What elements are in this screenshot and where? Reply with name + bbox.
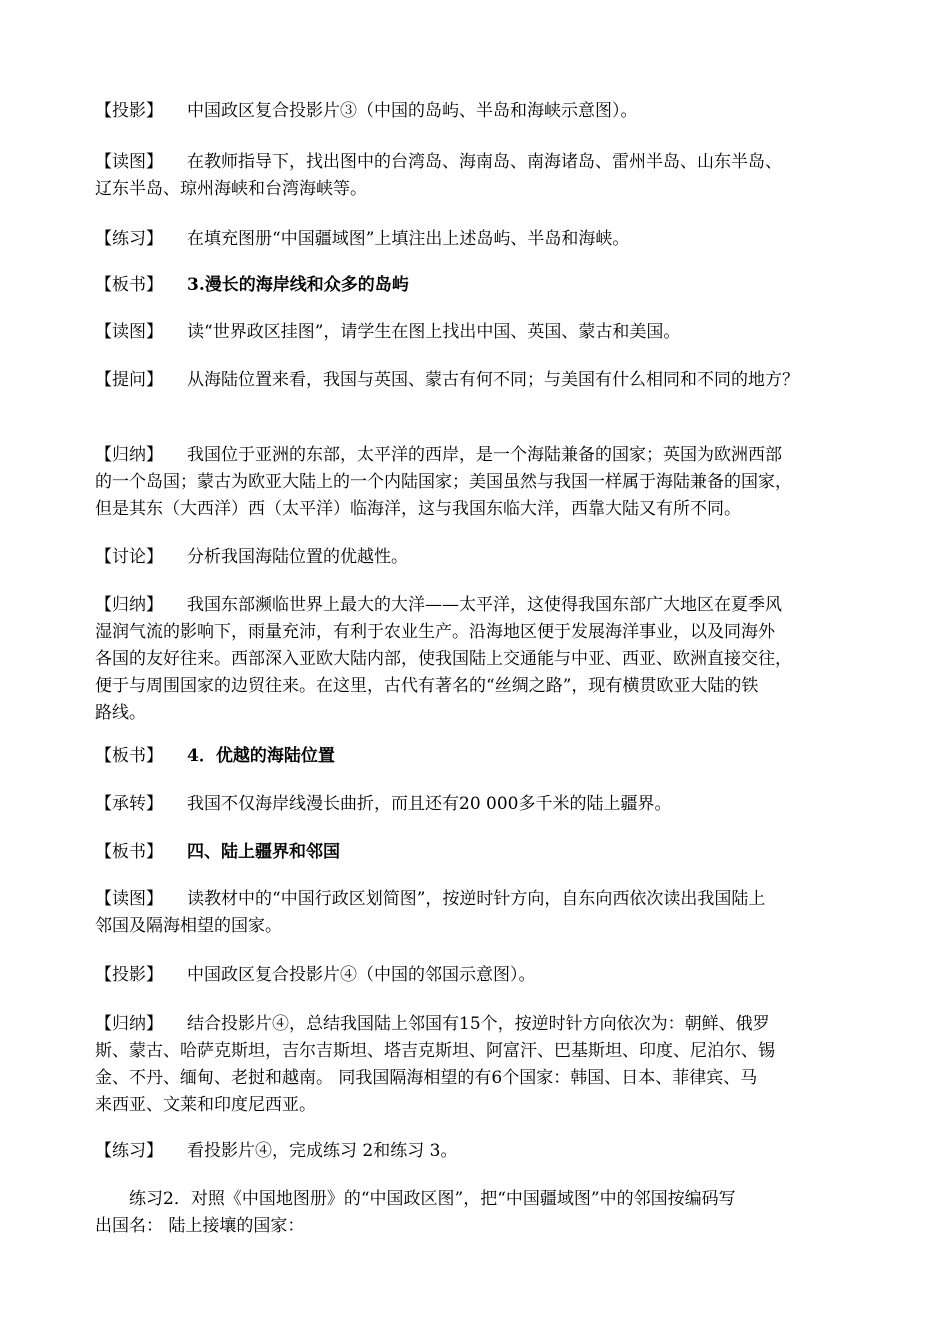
paragraph-text: 斯、蒙古、哈萨克斯坦，吉尔吉斯坦、塔吉克斯坦、阿富汗、巴基斯坦、印度、尼泊尔、锡: [95, 1041, 775, 1061]
board-heading: 3.漫长的海岸线和众多的岛屿: [187, 275, 409, 295]
board-heading: 四、陆上疆界和邻国: [187, 842, 340, 862]
paragraph-tag: 【读图】: [95, 889, 163, 909]
paragraph-exercise-2: [95, 1138, 865, 1165]
paragraph-text: 我国不仅海岸线漫长曲折，而且还有20 000多千米的陆上疆界。: [187, 794, 672, 814]
paragraph-summary-1: [95, 442, 865, 523]
paragraph-tag: 【板书】: [95, 275, 163, 295]
paragraph-read-map-3: [95, 886, 865, 940]
paragraph-text: 中国政区复合投影片③（中国的岛屿、半岛和海峡示意图）。: [187, 101, 638, 121]
paragraph-text: 金、不丹、缅甸、老挝和越南。 同我国隔海相望的有6个国家：韩国、日本、菲律宾、马: [95, 1068, 758, 1088]
paragraph-text: 结合投影片④，总结我国陆上邻国有15个，按逆时针方向依次为：朝鲜、俄罗: [187, 1014, 770, 1034]
paragraph-text: 读“世界政区挂图”，请学生在图上找出中国、英国、蒙古和美国。: [187, 322, 681, 342]
paragraph-tag: 【读图】: [95, 322, 163, 342]
paragraph-board-1: [95, 272, 865, 299]
paragraph-read-map-2: [95, 319, 865, 346]
paragraph-text: 从海陆位置来看，我国与英国、蒙古有何不同；与美国有什么相同和不同的地方？: [187, 370, 799, 390]
paragraph-board-3: [95, 839, 865, 866]
board-heading: 4．优越的海陆位置: [187, 746, 335, 766]
paragraph-transition: [95, 791, 865, 818]
paragraph-tag: 【投影】: [95, 965, 163, 985]
paragraph-discussion: [95, 544, 865, 571]
paragraph-text: 中国政区复合投影片④（中国的邻国示意图）。: [187, 965, 536, 985]
paragraph-text: 来西亚、文莱和印度尼西亚。: [95, 1095, 316, 1115]
paragraph-tag: 【练习】: [95, 1141, 163, 1161]
paragraph-projection-1: [95, 98, 865, 125]
paragraph-exercise-detail: [95, 1186, 865, 1240]
paragraph-text: 各国的友好往来。西部深入亚欧大陆内部，使我国陆上交通能与中亚、西亚、欧洲直接交往，: [95, 649, 792, 669]
paragraph-tag: 【归纳】: [95, 1014, 163, 1034]
paragraph-text: 的一个岛国；蒙古为欧亚大陆上的一个内陆国家；美国虽然与我国一样属于海陆兼备的国家，: [95, 472, 792, 492]
paragraph-summary-2: [95, 592, 865, 727]
paragraph-projection-2: [95, 962, 865, 989]
paragraph-text: 练习2．对照《中国地图册》的“中国政区图”，把“中国疆域图”中的邻国按编码写: [129, 1189, 736, 1209]
paragraph-text: 湿润气流的影响下，雨量充沛，有利于农业生产。沿海地区便于发展海洋事业，以及同海外: [95, 622, 775, 642]
paragraph-board-2: [95, 743, 865, 770]
paragraph-text: 辽东半岛、琼州海峡和台湾海峡等。: [95, 179, 367, 199]
paragraph-text: 我国东部濒临世界上最大的大洋——太平洋，这使得我国东部广大地区在夏季风: [187, 595, 782, 615]
paragraph-tag: 【板书】: [95, 746, 163, 766]
paragraph-tag: 【归纳】: [95, 595, 163, 615]
paragraph-text: 路线。: [95, 703, 146, 723]
paragraph-tag: 【提问】: [95, 370, 163, 390]
paragraph-tag: 【读图】: [95, 152, 163, 172]
paragraph-text: 便于与周围国家的边贸往来。在这里，古代有著名的“丝绸之路”，现有横贯欧亚大陆的铁: [95, 676, 759, 696]
paragraph-text: 在教师指导下，找出图中的台湾岛、海南岛、南海诸岛、雷州半岛、山东半岛、: [187, 152, 782, 172]
paragraph-text: 我国位于亚洲的东部，太平洋的西岸，是一个海陆兼备的国家；英国为欧洲西部: [187, 445, 782, 465]
paragraph-text: 邻国及隔海相望的国家。: [95, 916, 282, 936]
paragraph-text: 看投影片④，完成练习 2和练习 3。: [187, 1141, 458, 1161]
paragraph-read-map-1: [95, 149, 865, 203]
paragraph-summary-3: [95, 1011, 865, 1119]
paragraph-tag: 【归纳】: [95, 445, 163, 465]
paragraph-tag: 【练习】: [95, 229, 163, 249]
paragraph-text: 但是其东（大西洋）西（太平洋）临海洋，这与我国东临大洋，西靠大陆又有所不同。: [95, 499, 741, 519]
paragraph-text: 出国名： 陆上接壤的国家：: [95, 1216, 305, 1236]
paragraph-tag: 【板书】: [95, 842, 163, 862]
paragraph-exercise-1: [95, 226, 865, 253]
paragraph-text: 分析我国海陆位置的优越性。: [187, 547, 408, 567]
paragraph-text: 在填充图册“中国疆域图”上填注出上述岛屿、半岛和海峡。: [187, 229, 630, 249]
paragraph-question: [95, 367, 865, 394]
paragraph-tag: 【承转】: [95, 794, 163, 814]
paragraph-tag: 【投影】: [95, 101, 163, 121]
paragraph-tag: 【讨论】: [95, 547, 163, 567]
paragraph-text: 读教材中的“中国行政区划简图”，按逆时针方向，自东向西依次读出我国陆上: [187, 889, 766, 909]
